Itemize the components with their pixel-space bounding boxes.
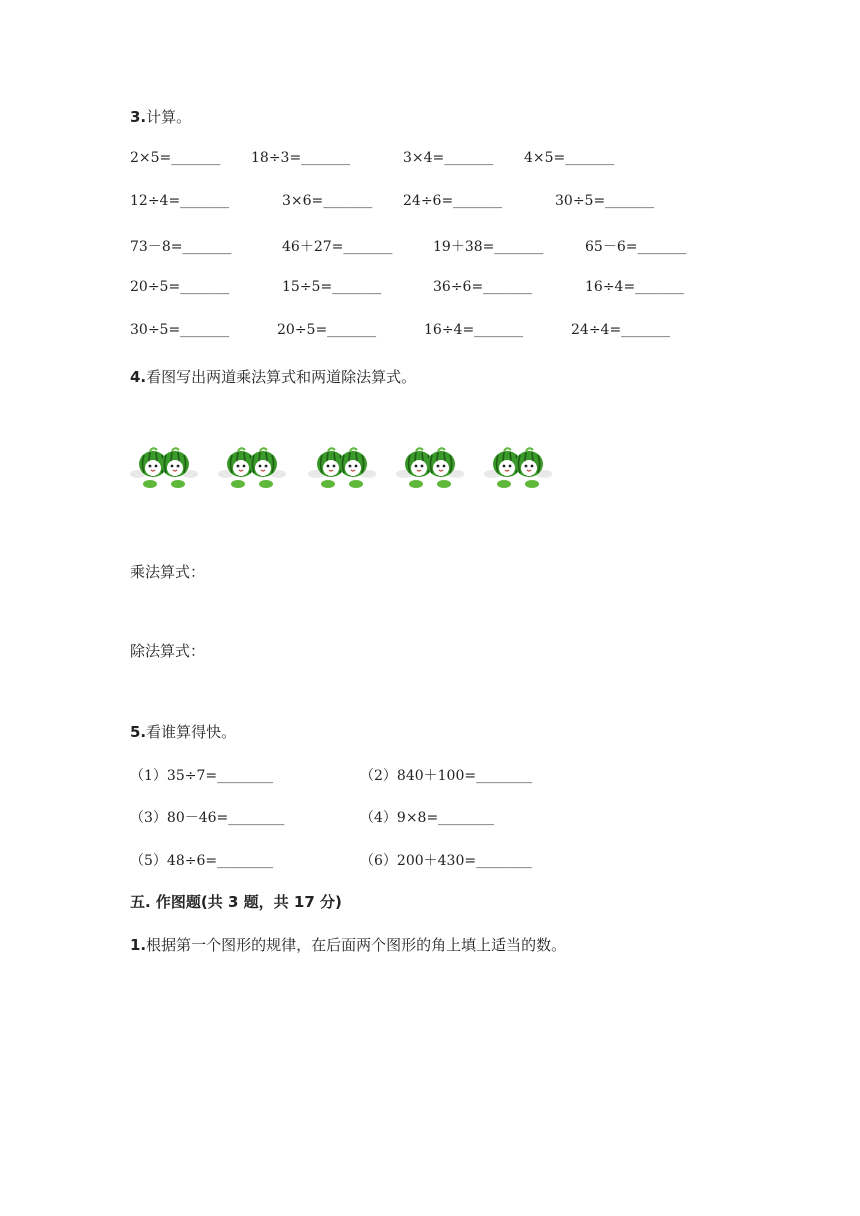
q3-expr: 15÷5=_______ (282, 279, 382, 295)
q5-item: （1）35÷7=________ (130, 768, 274, 784)
q3-expr: 4×5=_______ (524, 150, 615, 166)
q4-title (130, 366, 416, 387)
q3-expr: 24÷4=_______ (571, 322, 671, 338)
q4-number: 4. (130, 368, 147, 386)
q5-title-text: 看谁算得快。 (146, 723, 237, 741)
watermelon-pair-icon (394, 440, 466, 492)
watermelon-pair-icon (216, 440, 288, 492)
mult-formula-label: 乘法算式： (130, 563, 206, 581)
q5-item: （6）200＋430=________ (360, 853, 533, 869)
q3-expr: 24÷6=_______ (403, 193, 503, 209)
q3-expr: 20÷5=_______ (130, 279, 230, 295)
watermelon-pair-icon (306, 440, 378, 492)
q3-expr: 30÷5=_______ (130, 322, 230, 338)
draw1-title (130, 934, 566, 955)
q3-expr: 16÷4=_______ (585, 279, 685, 295)
q3-expr: 12÷4=_______ (130, 193, 230, 209)
q5-number: 5. (130, 723, 147, 741)
melon-picture-row (128, 440, 558, 492)
q3-expr: 73－8=_______ (130, 239, 232, 255)
q3-expr: 18÷3=_______ (251, 150, 351, 166)
div-formula-label: 除法算式： (130, 642, 206, 660)
q3-expr: 3×4=_______ (403, 150, 494, 166)
q3-expr: 30÷5=_______ (555, 193, 655, 209)
q3-expr: 19＋38=_______ (433, 239, 544, 255)
q5-item: （3）80－46=________ (130, 810, 285, 826)
section-five-heading: 五. 作图题(共 3 题，共 17 分) (130, 893, 342, 911)
q4-title-text: 看图写出两道乘法算式和两道除法算式。 (146, 368, 417, 386)
q3-expr: 65－6=_______ (585, 239, 687, 255)
q3-expr: 3×6=_______ (282, 193, 373, 209)
q3-expr: 46＋27=_______ (282, 239, 393, 255)
q3-expr: 2×5=_______ (130, 150, 221, 166)
draw1-title-text: 根据第一个图形的规律，在后面两个图形的角上填上适当的数。 (146, 936, 567, 954)
q3-title-text: 计算。 (146, 108, 192, 126)
q5-item: （4）9×8=________ (360, 810, 495, 826)
draw1-number: 1. (130, 936, 147, 954)
q3-title (130, 106, 191, 127)
q3-expr: 20÷5=_______ (277, 322, 377, 338)
q5-title (130, 721, 236, 742)
q5-item: （2）840＋100=________ (360, 768, 533, 784)
watermelon-pair-icon (482, 440, 554, 492)
q3-expr: 16÷4=_______ (424, 322, 524, 338)
q5-item: （5）48÷6=________ (130, 853, 274, 869)
watermelon-pair-icon (128, 440, 200, 492)
q3-number: 3. (130, 108, 147, 126)
q3-expr: 36÷6=_______ (433, 279, 533, 295)
